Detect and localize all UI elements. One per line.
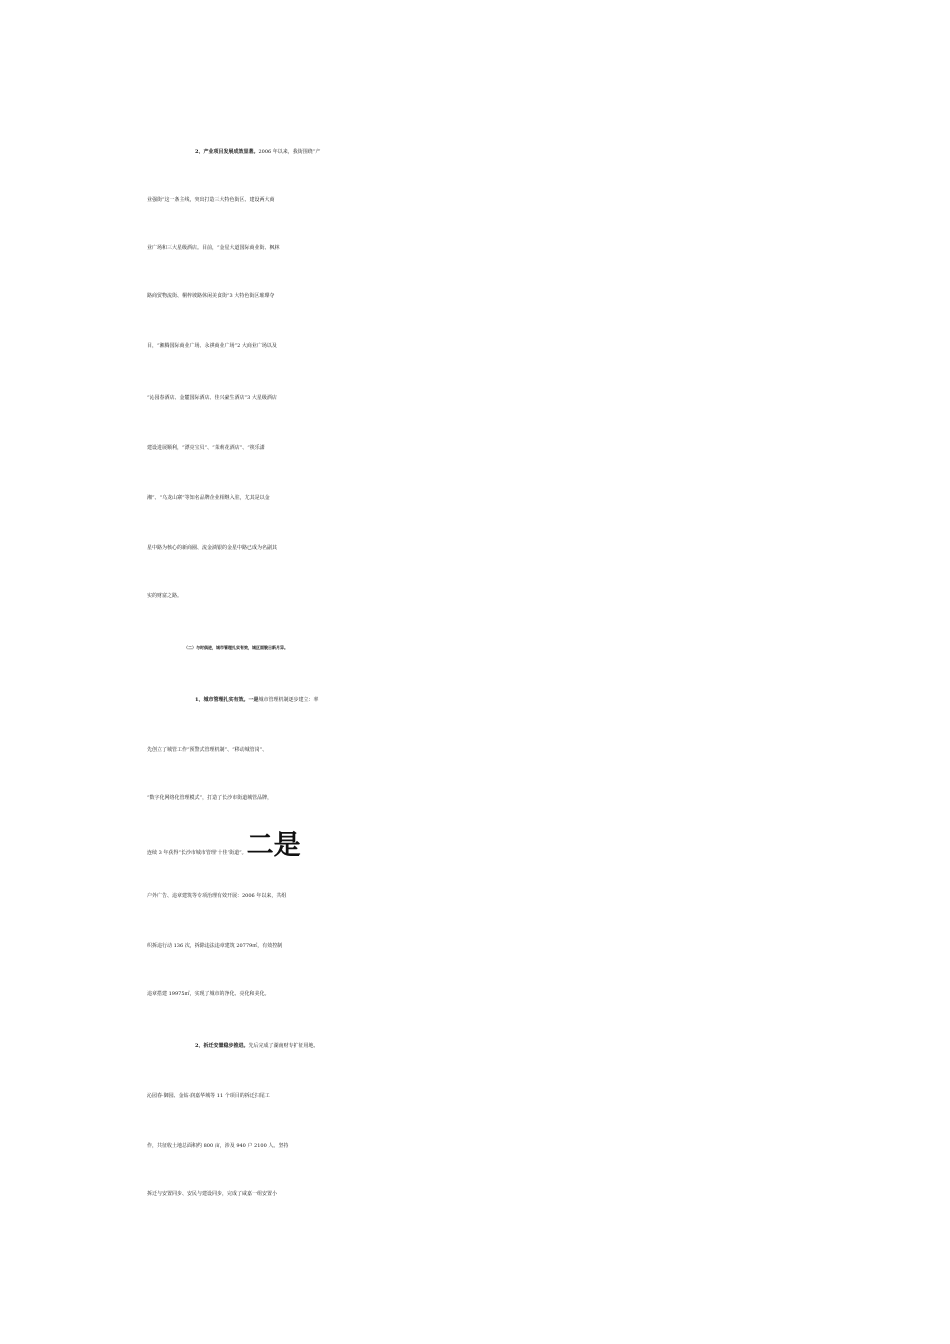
p2-line-6: 织拆违行动 136 次，拆除违法违章建筑 20779㎡，有效控制 (147, 943, 283, 949)
p2-line-7: 违章搭建 19975㎡，实现了城市的净化、亮化和美化。 (147, 991, 270, 997)
p1-line-4: 路商贸物流街、桐梓坡路休闲美食街”3 大特色街区璀璨夺 (147, 293, 275, 299)
p2-heading: 1、城市管理扎实有效。 (195, 697, 249, 703)
p3-line-1 (0, 1026, 950, 1066)
p2-line-4-text: 连续 3 年获得“长沙市城市管理‘十佳’街道”。 (147, 850, 247, 856)
p1-line-9: 星中路为核心的新商圈、流金淌银的金星中路已成为名副其 (147, 545, 278, 551)
p1-heading: 2、产业项目发展成效显著。 (195, 149, 259, 155)
p1-line-1 (0, 132, 950, 172)
p2-second-label: 二是 (246, 830, 301, 861)
p1-line-2: 业强街”这一条主线，突出打造三大特色街区、建设两大商 (147, 197, 275, 203)
p1-line-3: 业广场和三大星级酒店。目前，“金星大道国际商业街、枫林 (147, 245, 280, 251)
p2-first-label: 一是 (248, 697, 259, 703)
section-heading: （二）与时俱进，城市管理扎实有效，城区面貌日新月异。 (184, 645, 288, 650)
p1-text: 2006 年以来，我街围绕“产 (258, 149, 321, 155)
p1-line-5: 目，“湘腾国际商业广场、永祺商业广场”2 大商业广场以及 (147, 343, 277, 349)
p1-line-7: 建设进展顺利，“漂亮宝贝”、“茉莉花酒店”、“筷乐潇 (147, 445, 265, 451)
p3-line-2: 沁园春·御园、金钻·润嘉华城等 11 个项目的拆迁扫尾工 (147, 1093, 270, 1099)
p1-line-6: “沁园春酒店、金麓国际酒店、佳兴豪生酒店”3 大星级酒店 (147, 395, 277, 401)
p2-line-2: 先创立了城管工作“预警式管理机制”、“移动城管岗”、 (147, 747, 268, 753)
p3-heading: 2、拆迁安置稳步推进。 (195, 1043, 249, 1049)
p3-line-1-text: 先后完成了湖南财专扩征用地、 (248, 1043, 319, 1049)
p2-line-1-text: 城市管理机制逐步建立：率 (258, 697, 319, 703)
p3-line-3: 作，共征收土地总面积约 800 亩，涉及 940 户 2100 人。坚持 (147, 1143, 289, 1149)
p1-line-8: 湘”、“乌龙山寨”等知名品牌企业相继入驻，尤其是以金 (147, 495, 270, 501)
p2-line-5: 户外广告、违章建筑等专项治理有效开展：2006 年以来，共组 (147, 893, 287, 899)
p3-line-4: 拆迁与安置同步、安民与建设同步，完成了咸嘉一组安置小 (147, 1191, 278, 1197)
p2-line-3: “数字化网络化管理模式”，打造了长沙市街道城管品牌， (147, 795, 273, 801)
p2-line-1 (0, 680, 950, 720)
p2-line-4 (0, 826, 950, 866)
p1-line-10: 实的财富之路。 (147, 593, 183, 599)
